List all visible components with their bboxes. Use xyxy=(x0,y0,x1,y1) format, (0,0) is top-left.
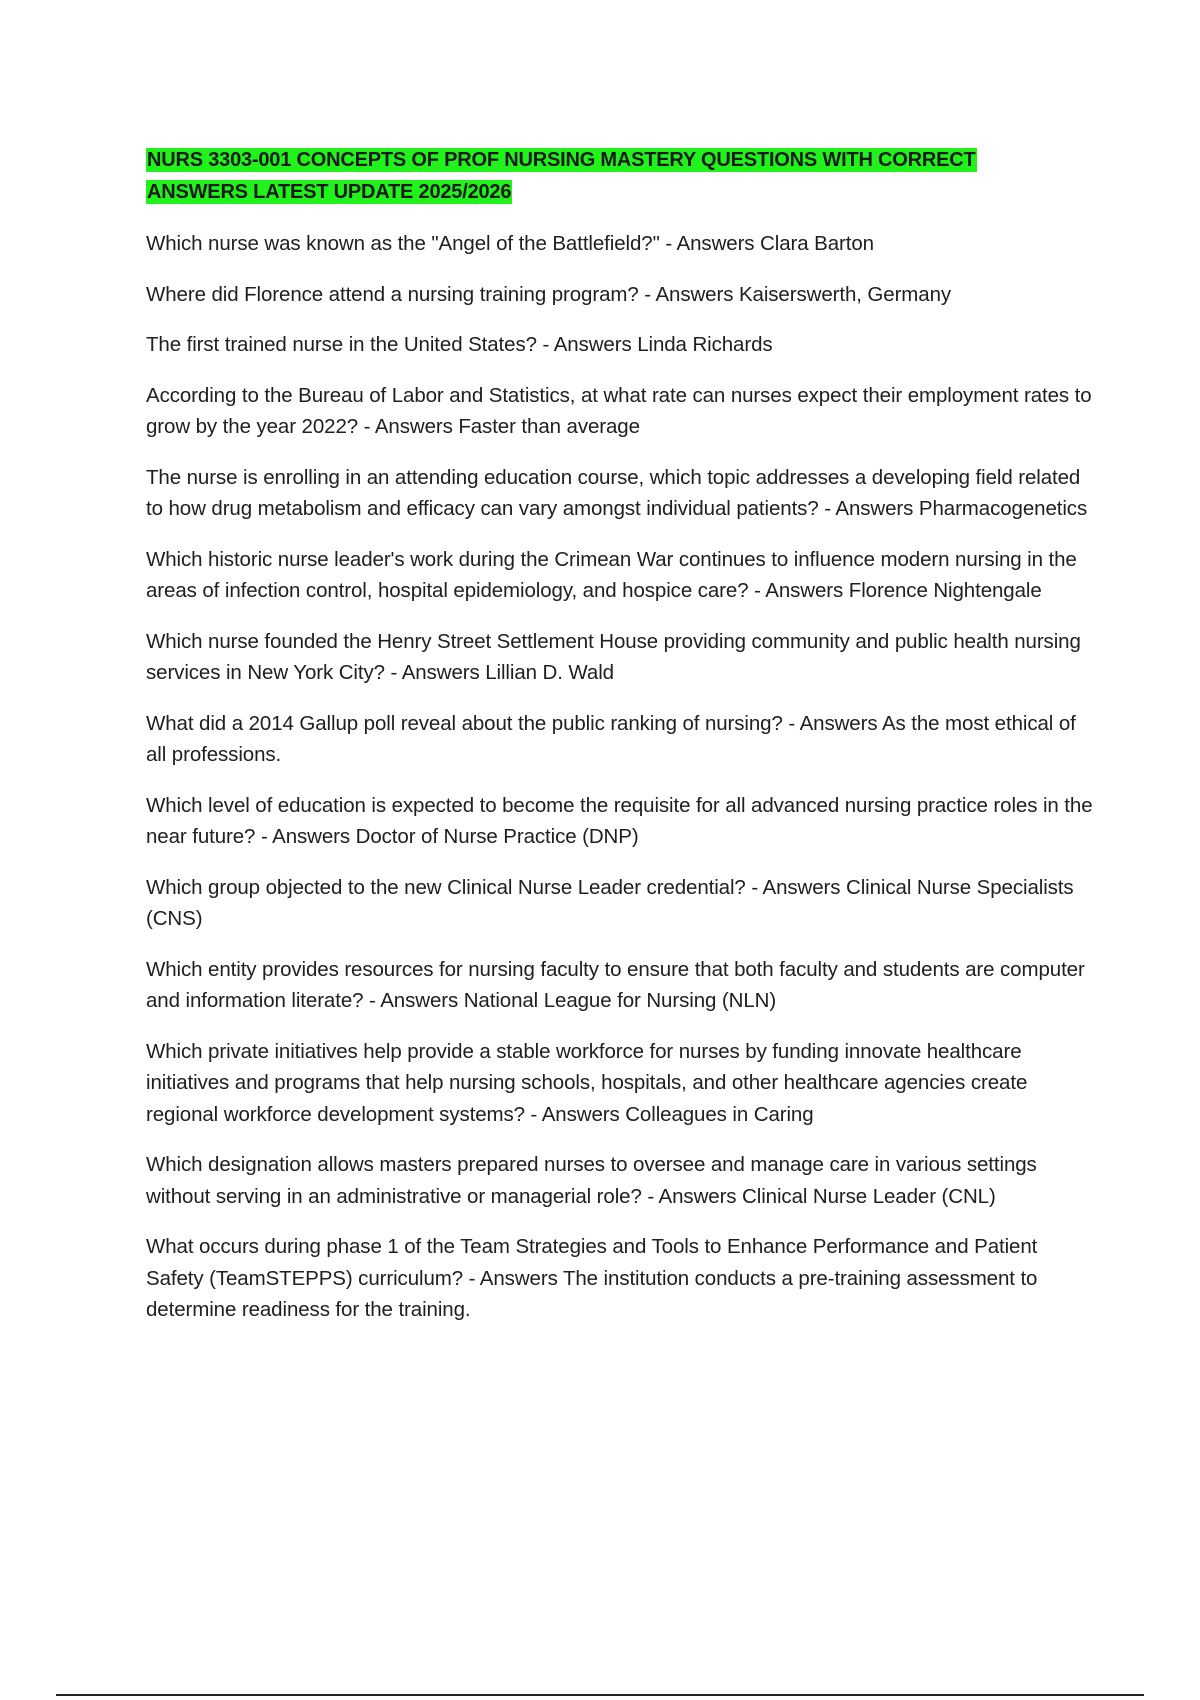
qa-item: Which private initiatives help provide a stable workforce for nurses by funding innovate healthcare initiatives and programs that help nursing schools, hospitals, and other healthcare agencies create regional workforce development systems? - Answers Colleagues in Caring xyxy=(146,1039,1028,1126)
document-title xyxy=(146,144,1096,208)
qa-item: What did a 2014 Gallup poll reveal about the public ranking of nursing? - Answers As the most ethical of all professions. xyxy=(146,711,1076,766)
qa-item: Which level of education is expected to become the requisite for all advanced nursing practice roles in the near future? - Answers Doctor of Nurse Practice (DNP) xyxy=(146,793,1093,848)
qa-item: The nurse is enrolling in an attending education course, which topic addresses a developing field related to how drug metabolism and efficacy can vary amongst individual patients? - Answers Pharmacogenetics xyxy=(146,465,1088,520)
qa-item: Which nurse founded the Henry Street Settlement House providing community and public health nursing services in New York City? - Answers Lillian D. Wald xyxy=(146,629,1081,684)
qa-item: Which nurse was known as the "Angel of the Battlefield?" - Answers Clara Barton xyxy=(146,232,874,255)
qa-item: According to the Bureau of Labor and Statistics, at what rate can nurses expect their employment rates to grow by the year 2022? - Answers Faster than average xyxy=(146,383,1092,438)
qa-item: What occurs during phase 1 of the Team Strategies and Tools to Enhance Performance and Patient Safety (TeamSTEPPS) curriculum? - Answers The institution conducts a pre-training assessment to determine readiness for the training. xyxy=(146,1235,1038,1321)
qa-item: Which entity provides resources for nursing faculty to ensure that both faculty and students are computer and information literate? - Answers National League for Nursing (NLN) xyxy=(146,957,1085,1012)
title-highlight-line-1: NURS 3303-001 CONCEPTS OF PROF NURSING MASTERY QUESTIONS WITH CORRECT xyxy=(147,149,976,171)
qa-item: Where did Florence attend a nursing training program? - Answers Kaiserswerth, Germany xyxy=(146,282,952,306)
qa-item: Which group objected to the new Clinical Nurse Leader credential? - Answers Clinical Nurse Specialists (CNS) xyxy=(146,875,1074,930)
footer-divider xyxy=(56,1694,1144,1696)
qa-item: The first trained nurse in the United States? - Answers Linda Richards xyxy=(146,333,773,356)
qa-item: Which designation allows masters prepared nurses to oversee and manage care in various settings without serving in an administrative or managerial role? - Answers Clinical Nurse Leader (CNL) xyxy=(146,1153,1037,1208)
qa-item: Which historic nurse leader's work during the Crimean War continues to influence modern nursing in the areas of infection control, hospital epidemiology, and hospice care? - Answers Florence Nightengale xyxy=(146,547,1077,602)
document-content xyxy=(146,144,1096,1345)
title-highlight-line-2: ANSWERS LATEST UPDATE 2025/2026 xyxy=(147,181,512,203)
